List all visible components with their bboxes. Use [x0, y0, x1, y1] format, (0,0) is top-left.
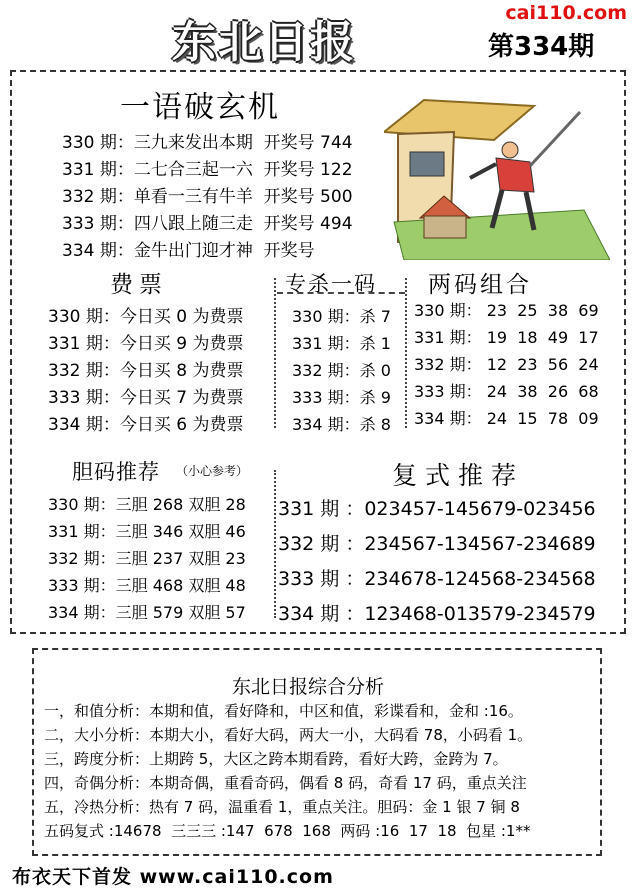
list-item: 332 期 ：234567-134567-234689: [278, 533, 596, 555]
list-item: 331 期：二七合三起一六 开奖号 122: [62, 160, 353, 180]
analysis-heading: 东北日报综合分析: [232, 676, 385, 698]
divider-4: [277, 292, 405, 294]
fushi-heading: 复式推荐: [392, 461, 525, 490]
list-item: 331 期 ：023457-145679-023456: [278, 498, 596, 520]
zhuansha-list: [292, 304, 391, 439]
analysis-list: [44, 700, 532, 844]
list-item: 一，和值分析：本期和值，看好降和，中区和值，彩谍看和，金和 :16。: [44, 702, 523, 720]
list-item: 333 期： 24 38 26 68: [414, 382, 599, 401]
list-item: 334 期：杀 8: [292, 415, 391, 434]
list-item: 333 期：今日买 7 为费票: [48, 388, 244, 408]
list-item: 三，跨度分析：上期跨 5，大区之跨本期看跨，看好大跨，金跨为 7。: [44, 750, 508, 768]
feipiao-list: [48, 302, 243, 437]
liangma-heading: 两码组合: [428, 272, 532, 298]
issue-number: 第334期: [488, 32, 595, 62]
list-item: 333 期：杀 9: [292, 388, 391, 407]
list-item: 332 期：杀 0: [292, 361, 391, 380]
newspaper-title: 东北日报: [172, 17, 356, 68]
list-item: 五，冷热分析：热有 7 码，温重看 1，重点关注。胆码：金 1 银 7 铜 8: [44, 798, 520, 816]
list-item: 334 期：金牛出门迎才神 开奖号: [62, 241, 315, 261]
list-item: 331 期：今日买 9 为费票: [48, 334, 244, 354]
liangma-list: [414, 298, 599, 433]
list-item: 333 期：四八跟上随三走 开奖号 494: [62, 214, 353, 234]
list-item: 330 期：三九来发出本期 开奖号 744: [62, 133, 353, 153]
danma-note: （小心参考）: [176, 464, 249, 478]
list-item: 334 期：今日买 6 为费票: [48, 415, 244, 435]
divider-2: [405, 278, 407, 428]
divider-1: [274, 278, 276, 428]
list-item: 332 期：单看一三有牛羊 开奖号 500: [62, 187, 353, 207]
list-item: 334 期 ：123468-013579-234579: [278, 603, 596, 625]
list-item: 330 期：三胆 268 双胆 28: [48, 495, 246, 514]
list-item: 334 期： 24 15 78 09: [414, 409, 599, 428]
list-item: 332 期：三胆 237 双胆 23: [48, 549, 246, 568]
danma-heading: 胆码推荐: [72, 460, 160, 484]
feipiao-heading: 费票: [110, 272, 168, 298]
list-item: 331 期：杀 1: [292, 334, 391, 353]
site-url[interactable]: cai110.com: [505, 2, 627, 24]
yiyu-heading: 一语破玄机: [120, 90, 280, 125]
yiyu-list: [62, 128, 353, 263]
list-item: 332 期：今日买 8 为费票: [48, 361, 244, 381]
list-item: 330 期：今日买 0 为费票: [48, 307, 244, 327]
list-item: 五码复式 :14678 三三三 :147 678 168 两码 :16 17 18 包星 :1**: [44, 822, 531, 840]
divider-3: [274, 470, 276, 618]
cartoon-illustration: [384, 92, 610, 260]
list-item: 330 期：杀 7: [292, 307, 391, 326]
list-item: 332 期： 12 23 56 24: [414, 355, 599, 374]
fushi-list: [278, 494, 596, 634]
footer-text: 布衣天下首发 www.cai110.com: [12, 866, 334, 888]
list-item: 334 期：三胆 579 双胆 57: [48, 603, 246, 622]
list-item: 330 期： 23 25 38 69: [414, 301, 599, 320]
list-item: 四，奇偶分析：本期奇偶，重看奇码，偶看 8 码，奇看 17 码，重点关注: [44, 774, 527, 792]
list-item: 333 期：三胆 468 双胆 48: [48, 576, 246, 595]
danma-list: [48, 492, 246, 627]
list-item: 331 期： 19 18 49 17: [414, 328, 599, 347]
list-item: 331 期：三胆 346 双胆 46: [48, 522, 246, 541]
list-item: 二，大小分析：本期大小，看好大码，两大一小，大码看 78，小码看 1。: [44, 726, 533, 744]
zhuansha-heading: 专杀一码: [285, 272, 377, 296]
list-item: 333 期 ：234678-124568-234568: [278, 568, 596, 590]
